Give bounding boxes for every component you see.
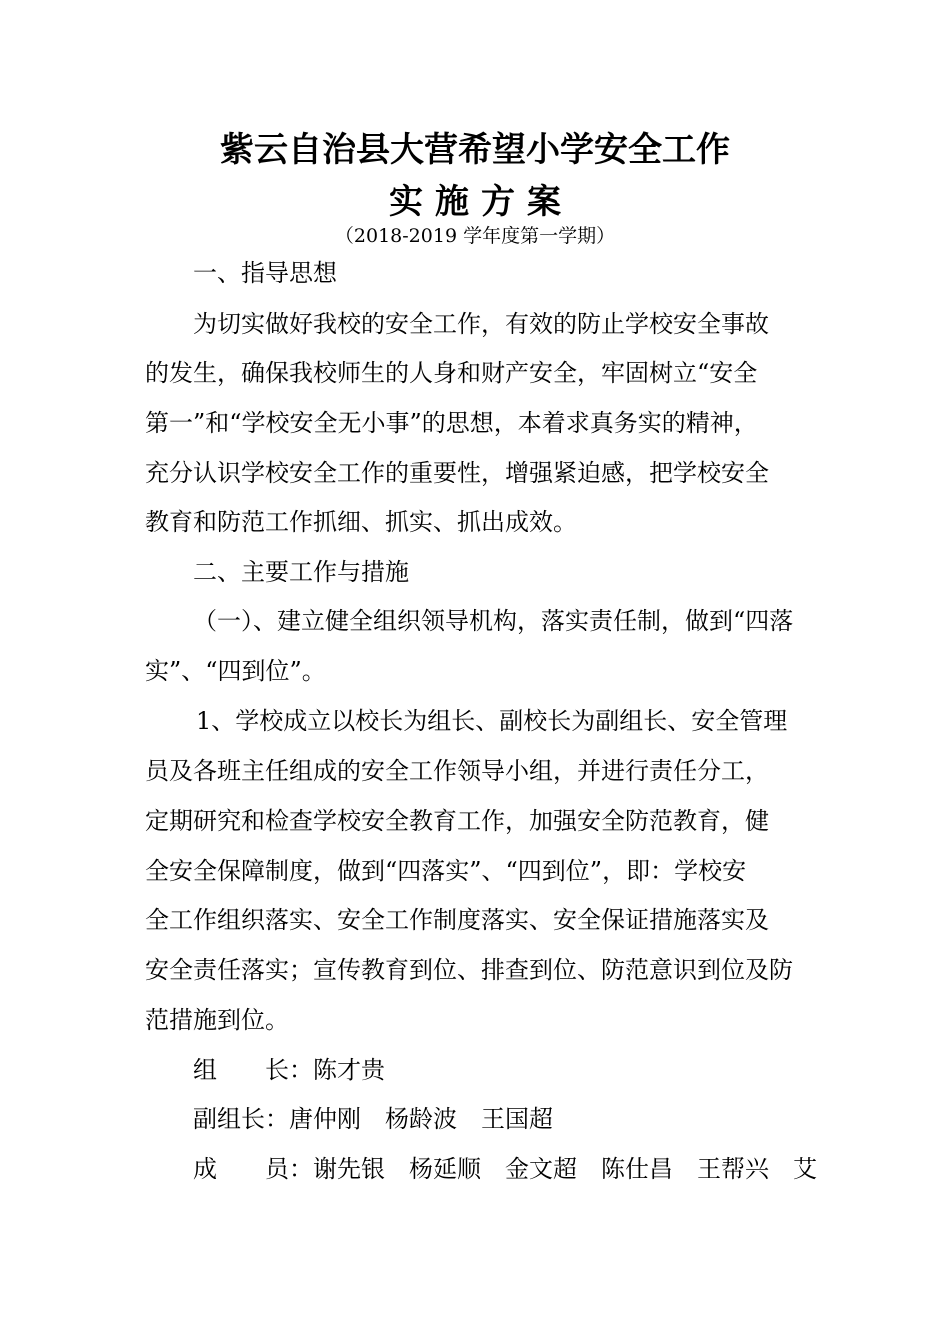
paragraph-line: 全工作组织落实、安全工作制度落实、安全保证措施落实及 xyxy=(145,906,769,934)
section-heading-main-work: 二、主要工作与措施 xyxy=(193,558,409,586)
document-subtitle: （2018-2019 学年度第一学期） xyxy=(334,225,616,247)
paragraph-line: 员及各班主任组成的安全工作领导小组，并进行责任分工， xyxy=(145,757,769,785)
paragraph-line: 为切实做好我校的安全工作，有效的防止学校安全事故 xyxy=(193,310,769,338)
paragraph-line: 实”、“四到位”。 xyxy=(145,657,326,685)
section-heading-guiding-thought: 一、指导思想 xyxy=(193,259,337,287)
document-title: 紫云自治县大营希望小学安全工作 xyxy=(220,130,730,170)
team-deputy-leaders: 副组长：唐仲刚 杨龄波 王国超 xyxy=(193,1105,553,1133)
paragraph-line: 安全责任落实；宣传教育到位、排查到位、防范意识到位及防 xyxy=(145,956,793,984)
paragraph-line: 全安全保障制度，做到“四落实”、“四到位”，即：学校安 xyxy=(145,857,747,885)
paragraph-line: 教育和防范工作抓细、抓实、抓出成效。 xyxy=(145,508,577,536)
paragraph-line: 范措施到位。 xyxy=(145,1006,289,1034)
document-title-line2: 实施方案 xyxy=(389,182,573,222)
team-leader: 组 长：陈才贵 xyxy=(193,1056,385,1084)
paragraph-line: 第一”和“学校安全无小事”的思想，本着求真务实的精神， xyxy=(145,409,758,437)
team-members: 成 员：谢先银 杨延顺 金文超 陈仕昌 王帮兴 艾 xyxy=(193,1155,817,1183)
subsection-heading: （一）、建立健全组织领导机构，落实责任制，做到“四落 xyxy=(193,607,794,635)
paragraph-line: 充分认识学校安全工作的重要性，增强紧迫感，把学校安全 xyxy=(145,459,769,487)
paragraph-line: 1、学校成立以校长为组长、副校长为副组长、安全管理 xyxy=(196,707,788,735)
paragraph-line: 定期研究和检查学校安全教育工作，加强安全防范教育，健 xyxy=(145,807,769,835)
paragraph-line: 的发生，确保我校师生的人身和财产安全，牢固树立“安全 xyxy=(145,359,758,387)
